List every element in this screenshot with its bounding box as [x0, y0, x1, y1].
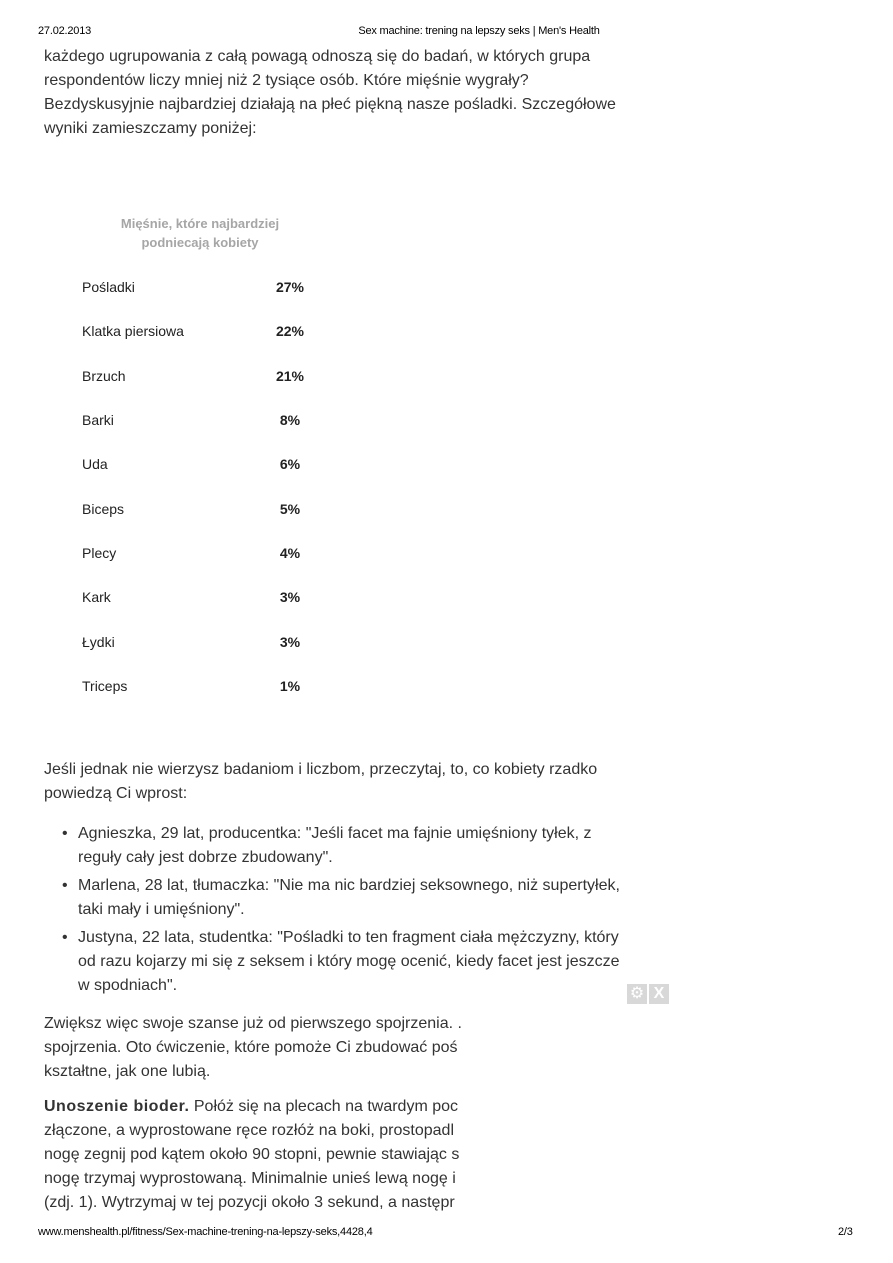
exercise-paragraph — [44, 1095, 476, 1215]
bullet-icon: • — [62, 825, 68, 842]
print-date: 27.02.2013 — [38, 25, 92, 37]
table-row — [82, 501, 322, 521]
percent-value: 4% — [279, 545, 301, 561]
muscle-label: Łydki — [82, 634, 115, 650]
ad-controls — [627, 984, 671, 1004]
bullet-icon: • — [62, 929, 68, 946]
text-line: taki mały i umięśniony". — [78, 901, 245, 918]
table-row — [82, 279, 322, 299]
muscle-label: Plecy — [82, 545, 117, 561]
muscle-label: Biceps — [82, 501, 125, 517]
table-row — [82, 456, 322, 476]
text-line: od razu kojarzy mi się z seksem i który mogę ocenić, kiedy facet jest jeszcze — [78, 953, 620, 970]
gear-icon[interactable]: ⚙ — [627, 984, 647, 1004]
text-line: Justyna, 22 lata, studentka: "Pośladki to ten fragment ciała mężczyzny, który — [78, 929, 619, 946]
print-url: www.menshealth.pl/fitness/Sex-machine-trening-na-lepszy-seks,4428,4 — [38, 1226, 373, 1238]
muscle-label: Klatka piersiowa — [82, 323, 184, 339]
intro-paragraph — [44, 45, 664, 141]
bullet-icon: • — [62, 877, 68, 894]
list-item — [62, 822, 658, 870]
percent-value: 5% — [279, 501, 301, 517]
list-item — [62, 926, 658, 998]
page-number: 2/3 — [838, 1226, 853, 1238]
table-row — [82, 368, 322, 388]
cta-paragraph — [44, 1012, 476, 1084]
after-table-paragraph — [44, 758, 664, 806]
percent-value: 8% — [279, 412, 301, 428]
text-line: (zdj. 1). Wytrzymaj w tej pozycji około 3 sekund, a następr — [44, 1194, 455, 1211]
table-row — [82, 412, 322, 432]
quotes-list — [62, 822, 658, 1002]
list-item — [62, 874, 658, 922]
table-row — [82, 323, 322, 343]
table-title-line: Mięśnie, które najbardziej — [120, 216, 280, 231]
percent-value: 3% — [279, 589, 301, 605]
table-title — [100, 214, 300, 252]
text-line: Marlena, 28 lat, tłumaczka: "Nie ma nic bardziej seksownego, niż supertyłek, — [78, 877, 620, 894]
muscle-label: Pośladki — [82, 279, 135, 295]
table-row — [82, 589, 322, 609]
percent-value: 22% — [275, 323, 305, 339]
text-line: spojrzenia. Oto ćwiczenie, które pomoże Ci zbudować poś — [44, 1039, 458, 1056]
table-row — [82, 634, 322, 654]
exercise-name: Unoszenie bioder. — [44, 1098, 190, 1115]
text-line: reguły cały jest dobrze zbudowany". — [78, 849, 333, 866]
text-line: kształtne, jak one lubią. — [44, 1063, 211, 1080]
text-line: Zwiększ więc swoje szanse już od pierwszego spojrzenia. . — [44, 1015, 462, 1032]
muscle-label: Uda — [82, 456, 108, 472]
table-row — [82, 545, 322, 565]
text-line: Bezdyskusyjnie najbardziej działają na płeć piękną nasze pośladki. Szczegółowe — [44, 96, 616, 113]
text-line: nogę zegnij pod kątem około 90 stopni, pewnie stawiając s — [44, 1146, 460, 1163]
percent-value: 6% — [279, 456, 301, 472]
percent-value: 1% — [279, 678, 301, 694]
muscle-label: Kark — [82, 589, 111, 605]
muscle-label: Barki — [82, 412, 114, 428]
print-page-title: Sex machine: trening na lepszy seks | Men's Health — [358, 25, 600, 37]
text-line: powiedzą Ci wprost: — [44, 785, 188, 802]
percent-value: 21% — [275, 368, 305, 384]
muscle-label: Triceps — [82, 678, 128, 694]
table-row — [82, 678, 322, 698]
table-title-line: podniecają kobiety — [141, 235, 259, 250]
close-icon[interactable]: X — [649, 984, 669, 1004]
percent-value: 27% — [275, 279, 305, 295]
text-line: złączone, a wyprostowane ręce rozłóż na boki, prostopadl — [44, 1122, 454, 1139]
percent-value: 3% — [279, 634, 301, 650]
text-line: Agnieszka, 29 lat, producentka: "Jeśli facet ma fajnie umięśniony tyłek, z — [78, 825, 592, 842]
text-line: Połóż się na plecach na twardym poc — [189, 1098, 459, 1115]
text-line: wyniki zamieszczamy poniżej: — [44, 120, 257, 137]
muscle-label: Brzuch — [82, 368, 126, 384]
text-line: nogę trzymaj wyprostowaną. Minimalnie unieś lewą nogę i — [44, 1170, 456, 1187]
text-line: Jeśli jednak nie wierzysz badaniom i liczbom, przeczytaj, to, co kobiety rzadko — [44, 761, 598, 778]
text-line: każdego ugrupowania z całą powagą odnoszą się do badań, w których grupa — [44, 48, 591, 65]
text-line: w spodniach". — [78, 977, 178, 994]
text-line: respondentów liczy mniej niż 2 tysiące osób. Które mięśnie wygrały? — [44, 72, 529, 89]
